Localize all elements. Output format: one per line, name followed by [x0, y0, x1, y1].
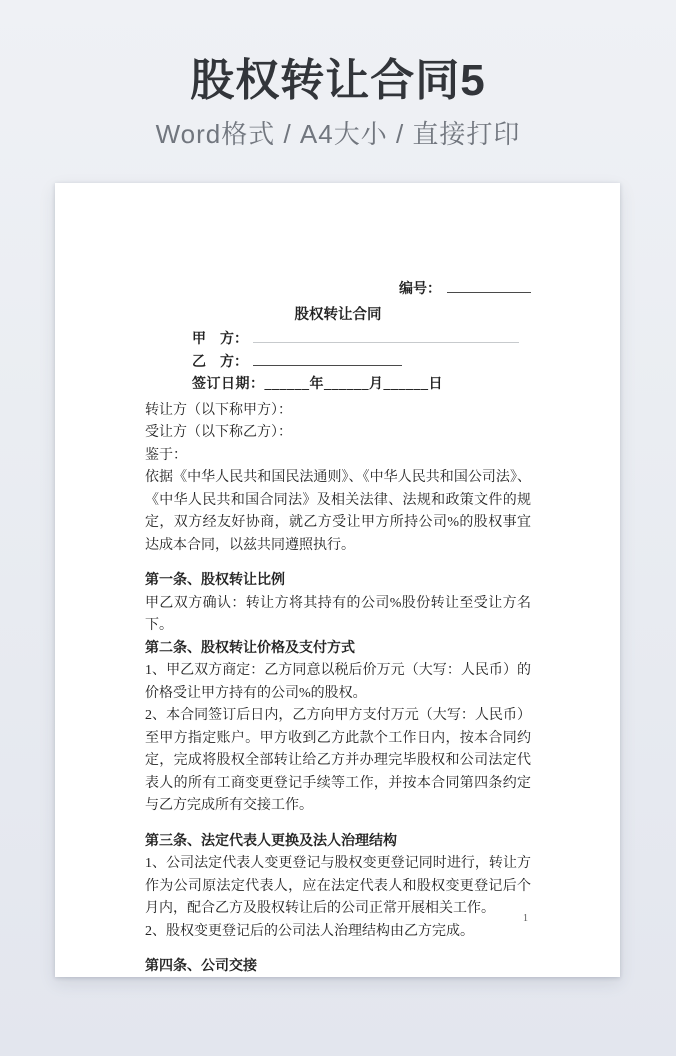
section-1-paragraph: 甲乙双方确认：转让方将其持有的公司%股份转让至受让方名下。 [145, 595, 531, 633]
intro-block [145, 400, 531, 558]
section-3-paragraph-1: 1、公司法定代表人变更登记与股权变更登记同时进行，转让方作为公司原法定代表人，应在法定代表人和股权变更登记后个月内，配合乙方及股权转让后的公司正常开展相关工作。 [145, 856, 531, 916]
page-header [0, 0, 676, 150]
sign-date-label: 签订日期： [192, 377, 265, 392]
section-3-paragraph-2: 2、股权变更登记后的公司法人治理结构由乙方完成。 [145, 923, 474, 939]
section-2-paragraph-2: 2、本合同签订后日内，乙方向甲方支付万元（大写：人民币）至甲方指定账户。甲方收到乙方此款个工作日内，按本合同约定，完成将股权全部转让给乙方并办理完毕股权和公司法定代表人的所有工商变更登记手续等工作，并按本合同第四条约定与乙方完成所有交接工作。 [145, 708, 531, 813]
section-4 [145, 956, 531, 979]
party-block [192, 329, 531, 397]
intro-line-transferor: 转让方（以下称甲方）： [145, 402, 292, 418]
page-title: 股权转让合同5 [190, 56, 486, 105]
document-page [55, 183, 620, 977]
section-3-heading: 第三条、法定代表人更换及法人治理结构 [145, 833, 397, 849]
section-2-heading: 第二条、股权转让价格及支付方式 [145, 640, 355, 656]
party-b-label: 乙 方： [192, 354, 248, 370]
party-b-blank-line [253, 353, 402, 366]
party-a-label: 甲 方： [192, 332, 248, 347]
sign-date-blanks: ______年______月______日 [264, 377, 443, 392]
intro-line-whereas: 鉴于： [145, 447, 187, 463]
section-1 [145, 570, 531, 638]
sign-date-row [192, 374, 531, 397]
doc-number-row [145, 279, 531, 302]
document-content [55, 183, 620, 979]
section-2 [145, 638, 531, 818]
doc-number-blank-line [447, 280, 531, 293]
doc-title: 股权转让合同 [294, 306, 382, 323]
intro-line-transferee: 受让方（以下称乙方）： [145, 425, 292, 440]
party-a-row [192, 329, 531, 352]
page-subtitle: Word格式 / A4大小 / 直接打印 [155, 119, 521, 150]
section-1-heading: 第一条、股权转让比例 [145, 573, 285, 588]
section-3 [145, 831, 531, 944]
doc-number-label: 编号： [399, 282, 441, 297]
preamble-paragraph: 依据《中华人民共和国民法通则》、《中华人民共和国公司法》、《中华人民共和国合同法》及相关法律、法规和政策文件的规定，双方经友好协商，就乙方受让甲方所持公司%的股权事宜达成本合同，以兹共同遵照执行。 [145, 470, 531, 553]
section-2-paragraph-1: 1、甲乙双方商定：乙方同意以税后价万元（大写：人民币）的价格受让甲方持有的公司%的股权。 [145, 663, 531, 701]
party-b-row [192, 352, 531, 375]
page-number: 1 [523, 912, 528, 924]
party-a-blank-line [253, 330, 519, 343]
section-4-heading: 第四条、公司交接 [145, 959, 257, 974]
